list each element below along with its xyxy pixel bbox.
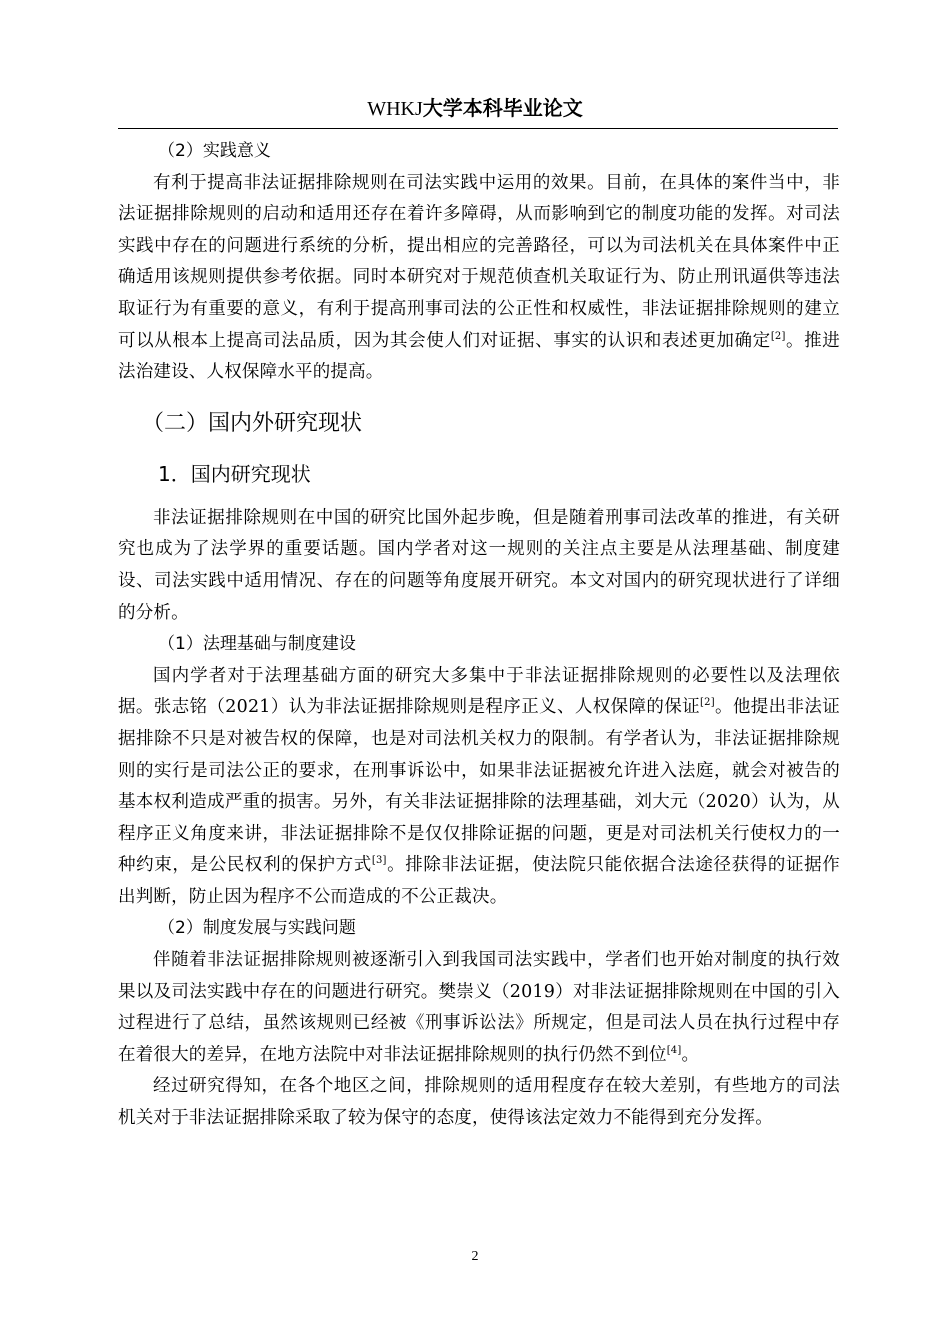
paragraph-regional-differences: 经过研究得知，在各个地区之间，排除规则的适用程度存在较大差别，有些地方的司法机关对于非法证据排除采取了较为保守的态度，使得该法定效力不能得到充分发挥。 [118,1076,840,1129]
paragraph-legal-basis [118,661,840,914]
para-text: 。推进法治建设、人权保障水平的提高。 [118,330,840,383]
paragraph-domestic-intro: 非法证据排除规则在中国的研究比国外起步晚，但是随着刑事司法改革的推进，有关研究也成为了法学界的重要话题。国内学者对这一规则的关注点主要是从法理基础、制度建设、司法实践中适用情况、存在的问题等角度展开研究。本文对国内的研究现状进行了详细的分析。 [118,507,840,623]
para-text: 有利于提高非法证据排除规则在司法实践中运用的效果。目前，在具体的案件当中，非法证据排除规则的启动和适用还存在着许多障碍，从而影响到它的制度功能的发挥。对司法实践中存在的问题进行系统的分析，提出相应的完善路径，可以为司法机关在具体案件中正确适用该规则提供参考依据。同时本研究对于规范侦查机关取证行为、防止刑讯逼供等违法取证行为有重要的意义，有利于提高刑事司法的公正性和权威性，非法证据排除规则的建立可以从根本上提高司法品质，因为其会使人们对证据、事实的认识和表述更加确定 [118,172,840,351]
header-title: 大学本科毕业论文 [422,96,583,120]
citation-ref[interactable]: [4] [666,1045,682,1057]
heading-domestic-status: 1．国内研究现状 [158,461,311,486]
heading-research-status: （二）国内外研究现状 [142,410,363,436]
para-text: 。排除非法证据，使法院只能依据合法途径获得的证据作出判断，防止因为程序不公而造成的不公正裁决。 [118,855,840,907]
heading-practice-problems: （2）制度发展与实践问题 [158,918,356,939]
citation-ref[interactable]: [2] [700,697,715,709]
citation-ref[interactable]: [3] [371,855,387,867]
heading-practical-significance: （2）实践意义 [158,141,271,161]
citation-ref[interactable]: [2] [770,330,786,342]
para-text: 。他提出非法证据排除不只是对被告权的保障，也是对司法机关权力的限制。有学者认为，非法证据排除规则的实行是司法公正的要求，在刑事诉讼中，如果非法证据被允许进入法庭，就会对被告的基本权利造成严重的损害。另外，有关非法证据排除的法理基础，刘大元（2020）认为，从程序正义角度来讲，非法证据排除不是仅仅排除证据的问题，更是对司法机关行使权力的一种约束，是公民权利的保护方式 [118,697,840,876]
para-text: 。 [681,1044,700,1065]
heading-legal-basis: （1）法理基础与制度建设 [158,634,356,655]
body-content [118,136,840,1135]
header-rule [118,128,838,129]
paragraph-practice-problems [118,945,840,1071]
para-text: 伴随着非法证据排除规则被逐渐引入到我国司法实践中，学者们也开始对制度的执行效果以及司法实践中存在的问题进行研究。樊崇义（2019）对非法证据排除规则在中国的引入过程进行了总结，虽然该规则已经被《刑事诉讼法》所规定，但是司法人员在执行过程中存在着很大的差异，在地方法院中对非法证据排除规则的执行仍然不到位 [118,950,840,1065]
header-latin: WHKJ [367,98,423,120]
para-text: 国内学者对于法理基础方面的研究大多集中于非法证据排除规则的必要性以及法理依据。张志铭（2021）认为非法证据排除规则是程序正义、人权保障的保证 [118,665,840,718]
page-number: 2 [471,1249,479,1264]
paragraph-practical-significance [118,168,840,389]
page-header [0,93,950,124]
